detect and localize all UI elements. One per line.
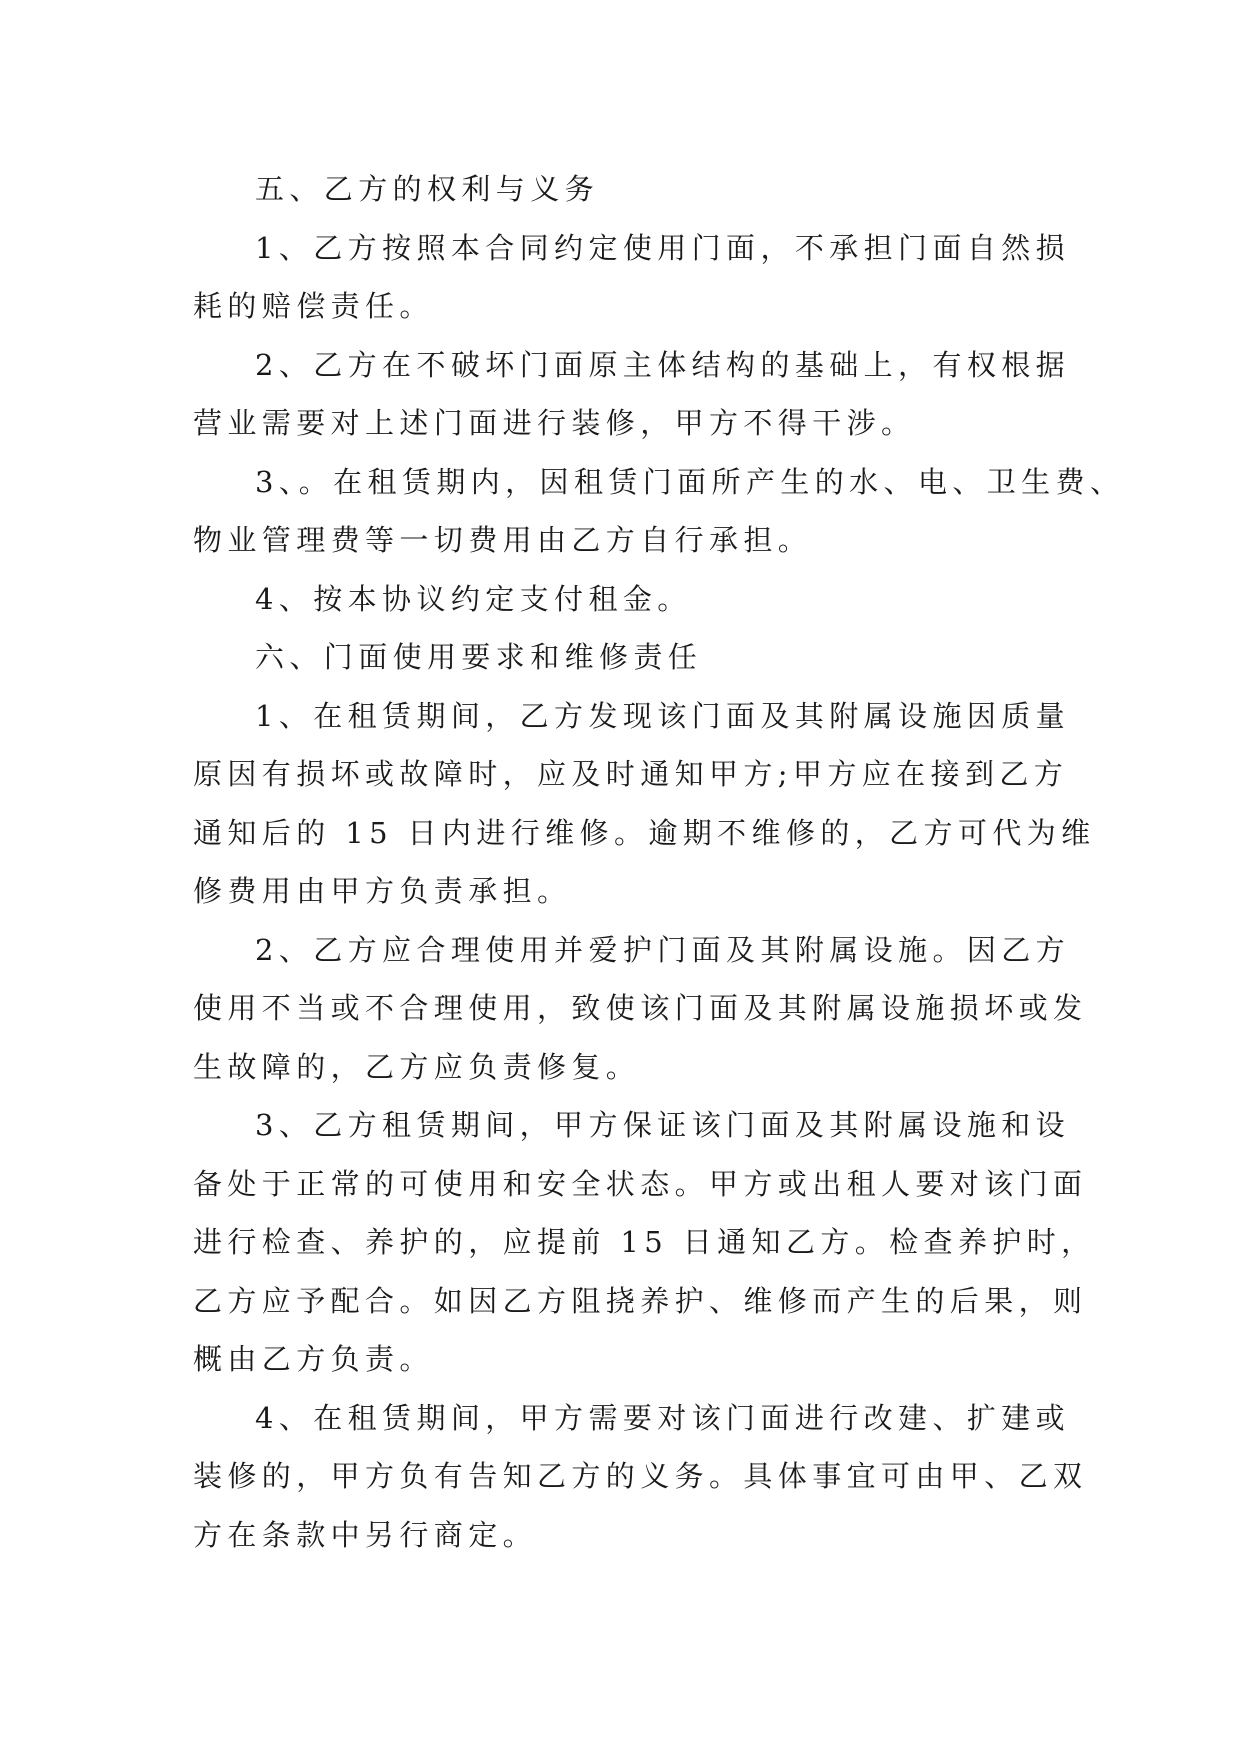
paragraph-line: 装修的，甲方负有告知乙方的义务。具体事宜可由甲、乙双 — [193, 1459, 1088, 1493]
paragraph-first-line: 六、门面使用要求和维修责任 — [255, 640, 703, 674]
paragraph-line: 使用不当或不合理使用，致使该门面及其附属设施损坏或发 — [193, 991, 1088, 1025]
paragraph-line: 原因有损坏或故障时，应及时通知甲方;甲方应在接到乙方 — [193, 757, 1069, 791]
paragraph-first-line: 4、在租赁期间，甲方需要对该门面进行改建、扩建或 — [255, 1400, 1071, 1435]
paragraph-first-line: 1、在租赁期间，乙方发现该门面及其附属设施因质量 — [255, 698, 1071, 733]
paragraph-line: 生故障的，乙方应负责修复。 — [193, 1049, 641, 1084]
paragraph-line: 进行检查、养护的，应提前 15 日通知乙方。检查养护时， — [193, 1225, 1096, 1259]
paragraph-line: 乙方应予配合。如因乙方阻挠养护、维修而产生的后果，则 — [193, 1283, 1088, 1318]
paragraph-line: 备处于正常的可使用和安全状态。甲方或出租人要对该门面 — [193, 1166, 1088, 1201]
paragraph-first-line: 2、乙方在不破坏门面原主体结构的基础上，有权根据 — [255, 347, 1071, 382]
paragraph-first-line: 3、乙方租赁期间，甲方保证该门面及其附属设施和设 — [255, 1108, 1071, 1142]
paragraph-first-line: 五、乙方的权利与义务 — [255, 172, 600, 206]
paragraph-first-line: 3、。在租赁期内，因租赁门面所产生的水、电、卫生费、 — [255, 464, 1125, 499]
paragraph-first-line: 2、乙方应合理使用并爱护门面及其附属设施。因乙方 — [255, 932, 1071, 967]
paragraph-line: 概由乙方负责。 — [193, 1342, 434, 1376]
paragraph-line: 物业管理费等一切费用由乙方自行承担。 — [193, 523, 813, 557]
paragraph-line: 营业需要对上述门面进行装修，甲方不得干涉。 — [193, 406, 916, 440]
paragraph-line: 通知后的 15 日内进行维修。逾期不维修的，乙方可代为维 — [193, 815, 1096, 850]
paragraph-line: 耗的赔偿责任。 — [193, 289, 434, 323]
document-body — [193, 160, 1125, 1564]
paragraph-first-line: 1、乙方按照本合同约定使用门面，不承担门面自然损 — [255, 230, 1071, 265]
paragraph-first-line: 4、按本协议约定支付租金。 — [255, 581, 692, 616]
paragraph-line: 修费用由甲方负责承担。 — [193, 874, 572, 908]
paragraph-line: 方在条款中另行商定。 — [193, 1517, 538, 1552]
